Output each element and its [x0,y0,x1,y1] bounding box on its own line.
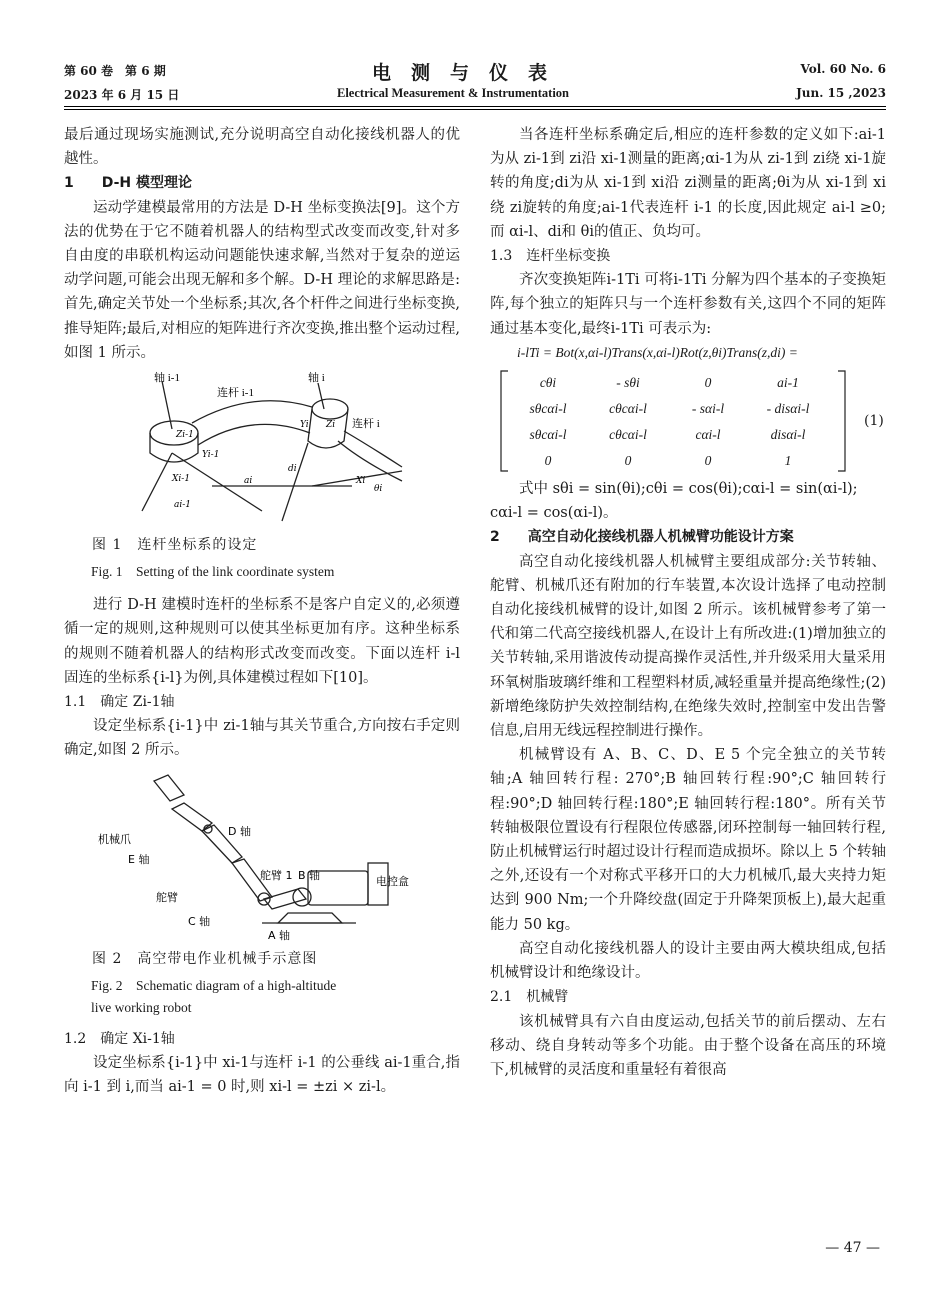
section-heading: 2 高空自动化接线机器人机械臂功能设计方案 [490,529,794,546]
paragraph: 机械臂设有 A、B、C、D、E 5 个完全独立的关节转轴;A 轴回转行程: 270°;B 轴回转行程:90°;C 轴回转行程:90°;D 轴回转行程:180°;E 轴回转行程:180°。所有关节转轴极限位置设有行程限位传感器,闭环控制每一轴回转行程,防止机械臂运行时超过设计行程而造成损坏。除以上 5 个转轴之外,还设有一个对称式平移开口的大力机械爪,最大夹持力矩达到 900 Nm;一个升降绞盘(固定于升降架顶板上),最大起重能力 50 kg。 [490,747,886,933]
axis-label: 轴 i [308,372,325,385]
paragraph: 最后通过现场实施测试,充分说明高空自动化接线机器人的优越性。 [64,127,460,168]
subsection-heading: 1.1 确定 Zi-1轴 [64,694,175,711]
axis-label: 轴 i-1 [154,372,180,385]
issue-date: 2023 年 6 月 15 日 [64,88,180,102]
journal-title-en: Electrical Measurement & Instrumentation [337,86,570,100]
matrix-cell: 0 [704,375,712,391]
paragraph: 高空自动化接线机器人机械臂主要组成部分:关节转轴、舵臂、机械爪还有附加的行车装置,本次设计选择了电动控制自动化接线机械臂的设计,如图 2 所示。该机械臂参考了第一代和第二代高空接线机器人,在设计上有所改进:(1)增加独立的关节转轴,采用谐波传动提高操作灵活性,并升级采用大量采用环氧树脂玻璃纤维和工程塑料材质,减轻重量并提高绝缘性;(2)新增绝缘防护失效控制结构,在绝缘失效时,控制室中发出告警信息,启用无线远程控制进行操作。 [490,553,886,740]
robot-arm-diagram [92,771,432,941]
link-label: 连杆 i-1 [217,387,254,400]
right-bracket [836,369,848,473]
matrix-cell: cθcαi-l [609,427,647,443]
subsection-heading: 1.2 确定 Xi-1轴 [64,1030,175,1047]
z-prev-label: Zi-1 [176,430,194,441]
paragraph: 当各连杆坐标系确定后,相应的连杆参数的定义如下:ai-1为从 zi-1到 zi沿 xi-1测量的距离;αi-1为从 zi-1到 zi绕 xi-1旋转的角度;di为从 xi-1到 xi沿 zi测量的距离;θi为从 xi-1到 xi绕 zi旋转的角度;ai-1代表连杆 i-1 的长度,因此规定 ai-l ≥0;而 αi-l、di和 θi的值正、负均可。 [490,127,886,240]
y-prev-label: Yi-1 [202,450,220,461]
z-i-label: Zi [326,420,336,431]
journal-title-cn: 电测与仪表 [372,62,568,84]
control-box-label: 电控盒 [376,874,409,888]
d-i-label: di [288,464,297,475]
issue-date-en: Jun. 15 ,2023 [796,86,886,100]
figure-1 [112,371,412,531]
figure-2-caption-en-2: live working robot [91,999,192,1015]
matrix-cell: ai-1 [777,375,799,391]
a-axis-label: A 轴 [268,928,291,941]
equation-line: i-lTi = Bot(x,αi-l)Trans(x,αi-l)Rot(z,θi)Trans(z,di) = [517,344,798,360]
figure-2-caption-cn: 图 2 高空带电作业机械手示意图 [92,950,318,967]
e-axis-label: E 轴 [128,852,150,866]
d-axis-label: D 轴 [228,824,251,838]
gripper-label: 机械爪 [98,832,131,846]
matrix-cell: 0 [704,453,712,469]
figure-2-caption-en: Fig. 2 Schematic diagram of a high-altitude [91,977,337,993]
paragraph: 运动学建模最常用的方法是 D-H 坐标变换法[9]。这个方法的优势在于它不随着机器人的结构型式改变而改变,针对多自由度的串联机构运动问题能快速求解,当然对于复杂的逆运动学问题,可能会出现无解和多个解。D-H 理论的求解思路是:首先,确定关节处一个坐标系;其次,各个杆件之间进行坐标变换,推导矩阵;最后,对相应的矩阵进行齐次变换,推出整个运动过程,如图 1 所示。 [64,199,460,361]
subsection-heading: 1.3 连杆坐标变换 [490,248,611,265]
right-column [490,123,886,1082]
y-i-label: Yi [300,420,309,431]
matrix-cell: - sθi [616,375,640,391]
transform-matrix [498,369,884,473]
header-rule-2 [64,109,886,110]
matrix-cell: sθcαi-l [529,427,567,443]
matrix-cell: disαi-l [770,427,806,443]
page-number: — 47 — [825,1240,880,1256]
matrix-cell: - sαi-l [691,401,725,417]
figure-1-caption-en: Fig. 1 Setting of the link coordinate system [91,564,335,580]
header-rule [64,106,886,107]
matrix-cell: 0 [624,453,632,469]
b-axis-label: B 轴 [298,868,321,882]
matrix-cell: 0 [544,453,552,469]
paragraph: 设定坐标系{i-1}中 xi-1与连杆 i-1 的公垂线 ai-1重合,指向 i-1 到 i,而当 ai-1 = 0 时,则 xi-l = ±zi × zi-l。 [64,1055,460,1096]
matrix-cell: cθcαi-l [609,401,647,417]
paragraph: 该机械臂具有六自由度运动,包括关节的前后摆动、左右移动、绕自身转动等多个功能。由于整个设备在高压的环境下,机械臂的灵活度和重量轻有着很高 [490,1013,886,1078]
equation-number: (1) [864,413,884,430]
x-prev-label: Xi-1 [172,474,191,485]
figure-2 [92,771,432,941]
a-i-label: ai [244,476,253,487]
link-label: 连杆 i [352,418,380,431]
matrix-cell: sθcαi-l [529,401,567,417]
paragraph: 式中 sθi = sin(θi);cθi = cos(θi);cαi-l = sin(αi-l); [519,481,858,498]
a-prev-label: ai-1 [174,500,192,511]
matrix-cell: cαi-l [695,427,721,443]
matrix-cell: 1 [784,453,792,469]
volume-issue-en: Vol. 60 No. 6 [800,62,886,76]
subsection-heading: 2.1 机械臂 [490,989,569,1006]
paragraph: 齐次变换矩阵i-1Ti 可将i-1Ti 分解为四个基本的子变换矩阵,每个独立的矩阵只与一个连杆参数有关,这四个不同的矩阵通过基本变化,最终i-1Ti 可表示为: [490,272,886,337]
rudder-arm-label: 舵臂 [156,890,178,904]
matrix-cell: cθi [539,375,557,391]
section-heading: 1 D-H 模型理论 [64,175,193,192]
matrix-cell: - disαi-l [766,401,810,417]
x-i-label: Xi [356,476,366,487]
volume-issue: 第 60 卷 第 6 期 [64,64,166,78]
paragraph: cαi-l = cos(αi-l)。 [490,505,618,522]
paragraph: 高空自动化接线机器人的设计主要由两大模块组成,包括机械臂设计和绝缘设计。 [490,940,886,982]
link-coordinate-diagram [112,371,412,531]
c-axis-label: C 轴 [188,914,211,928]
paragraph: 设定坐标系{i-1}中 zi-1轴与其关节重合,方向按右手定则确定,如图 2 所示。 [64,718,460,759]
arm1-label: 舵臂 1 [260,868,293,882]
left-column [64,123,460,1099]
figure-1-caption-cn: 图 1 连杆坐标系的设定 [92,537,258,554]
paragraph: 进行 D-H 建模时连杆的坐标系不是客户自定义的,必须遵循一定的规则,这种规则可以使其坐标更加有序。这种坐标系的规则不随着机器人的结构形式改变而改变。下面以连杆 i-l 固连的坐标系{i-l}为例,具体建模过程如下[10]。 [64,597,460,686]
theta-label: θi [374,484,383,495]
